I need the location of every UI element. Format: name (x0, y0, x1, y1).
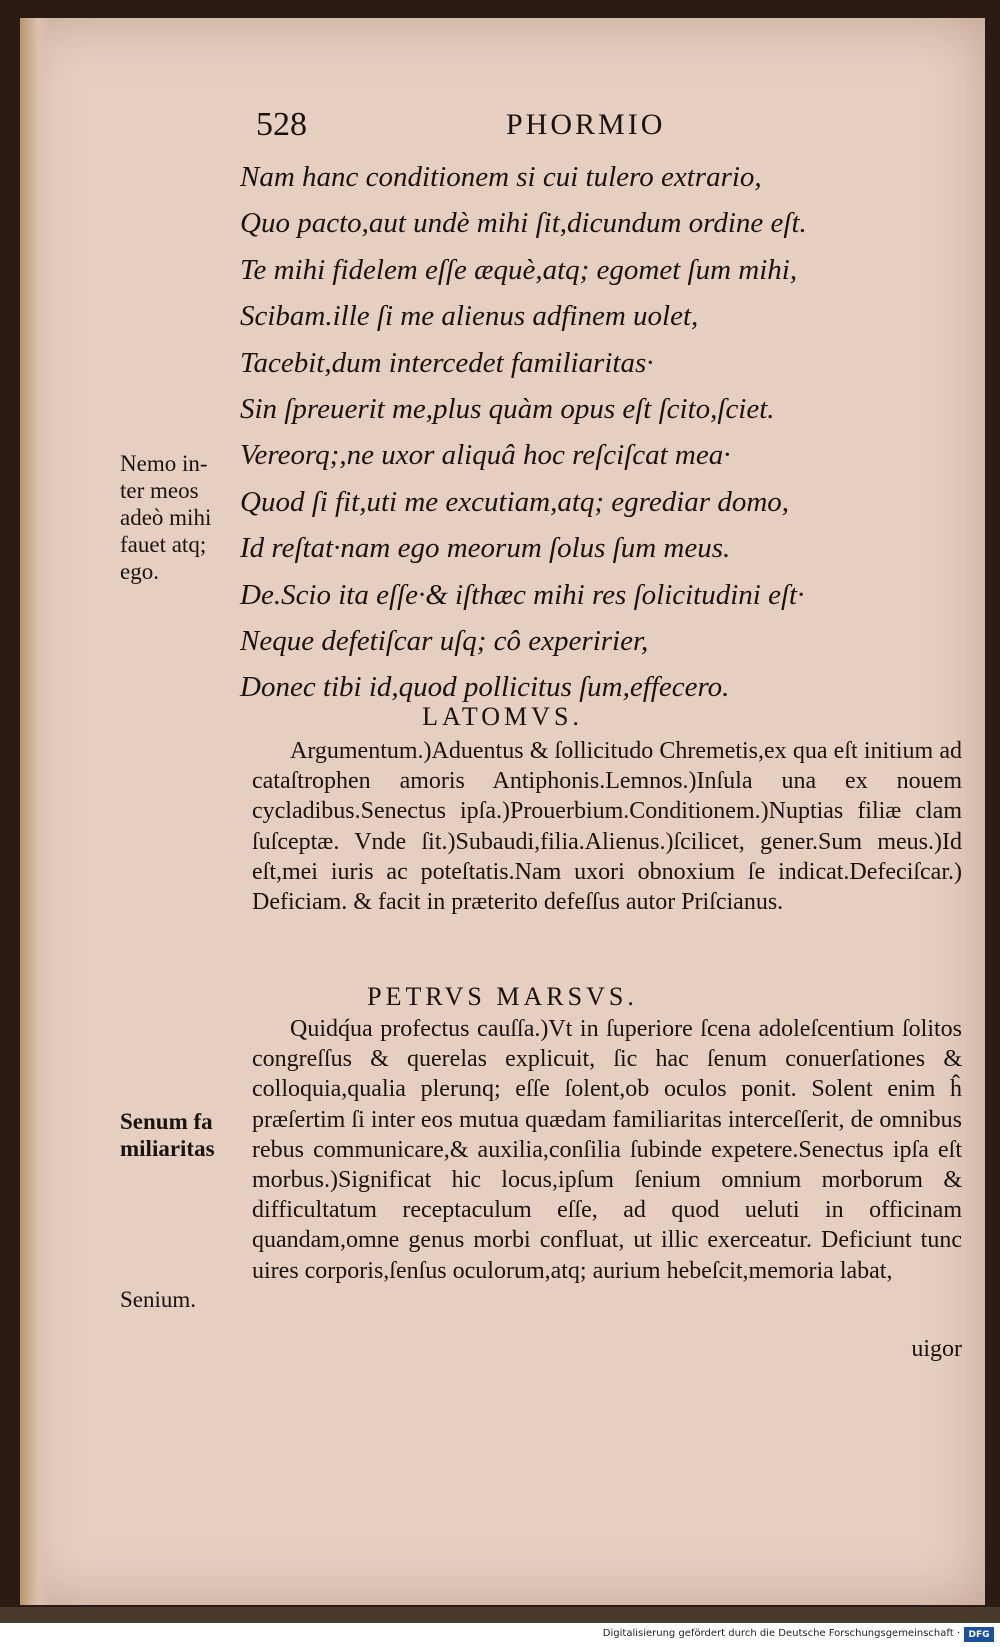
commentary-marsus (252, 1014, 962, 1286)
verse-line: Donec tibi id,quod pollicitus ſum,effecero. (240, 671, 730, 704)
gutter-shadow (20, 18, 50, 1605)
commentary-paragraph: Argumentum.)Aduentus & ſollicitudo Chremetis,ex qua eſt initium ad cataſtrophen amoris Antiphonis.Lemnos.)Inſula una ex nouem cycladibus.Senectus ipſa.)Prouerbium.Conditionem.)Nuptias filiæ clam ſuſceptæ. Vnde ſit.)Subaudi,filia.Alienus.)ſcilicet, gener.Sum meus.)Id eſt,mei iuris ac poteſtatis.Nam uxori obnoxium ſe indicat.Defeciſcar.) Deficiam. & facit in præterito defeſſus autor Priſcianus. (252, 738, 962, 916)
commentary-latomus (252, 736, 962, 917)
verse-line: Vereorq;,ne uxor aliquâ hoc reſciſcat mea· (240, 439, 731, 472)
section-heading-marsus: PETRVS MARSVS. (367, 982, 638, 1011)
marginal-note-senium (120, 1286, 245, 1313)
catchword: uigor (911, 1336, 962, 1362)
running-title: PHORMIO (506, 108, 666, 141)
page-number: 528 (256, 106, 307, 143)
book-bottom-edge (0, 1607, 1000, 1623)
digitization-footer (0, 1623, 1000, 1647)
marginal-line: miliaritas (120, 1136, 215, 1161)
marginal-note-nemo (120, 450, 245, 585)
verse-line: Quo pacto,aut undè mihi ſit,dicundum ordine eſt. (240, 207, 807, 240)
verse-line: Id reſtat·nam ego meorum ſolus ſum meus. (240, 532, 731, 565)
verse-line: Quod ſi fit,uti me excutiam,atq; egrediar domo, (240, 485, 790, 518)
verse-line: Te mihi fidelem eſſe æquè,atq; egomet ſum mihi, (240, 253, 798, 286)
verse-line: Neque defetiſcar uſq; cô experirier, (240, 625, 649, 658)
book-page (20, 18, 985, 1605)
marginal-line: fauet atq; (120, 532, 207, 557)
verse-block (240, 154, 960, 711)
page-header (20, 106, 985, 146)
marginal-line: Nemo in- (120, 451, 208, 476)
section-heading-latomus: LATOMVS. (422, 702, 583, 731)
verse-line: Tacebit,dum intercedet familiaritas· (240, 346, 654, 379)
marginal-line: adeò mihi (120, 505, 212, 530)
verse-line: Sin ſpreuerit me,plus quàm opus eſt ſcito,ſciet. (240, 393, 775, 426)
marginal-line: Senium. (120, 1287, 197, 1312)
verse-line: Scibam.ille ſi me alienus adfinem uolet, (240, 300, 699, 333)
marginal-line: Senum fa (120, 1109, 213, 1134)
marginal-note-senum (120, 1108, 245, 1162)
verse-line: De.Scio ita eſſe·& iſthæc mihi res ſolicitudini eſt· (240, 578, 805, 611)
verse-line: Nam hanc conditionem si cui tulero extrario, (240, 161, 762, 193)
marginal-line: ter meos (120, 478, 199, 503)
commentary-paragraph: Quidq́ua profectus cauſſa.)Vt in ſuperiore ſcena adoleſcentium ſolitos congreſſus & querelas explicuit, ſic hac ſenum conuerſationes & colloquia,qualia plerunq; eſſe ſolent,ob oculos ponit. Solent enim ĥ præſertim ſi inter eos mutua quædam familiaritas interceſſerit, de omnibus rebus communicare,& auxilia,conſilia ſubinde expetere.Senectus ipſa eſt morbus.)Significat hic locus,ipſum ſenium omnium morborum & difficultatum receptaculum eſſe, ad quod ueluti in officinam quandam,omne genus morbi confluat, ut illic exerceatur. Deficiunt tunc uires corporis,ſenſus oculorum,atq; aurium hebeſcit,memoria labat, (252, 1016, 962, 1284)
dfg-logo-icon: DFG (964, 1627, 994, 1642)
marginal-line: ego. (120, 559, 159, 584)
footer-credit: Digitalisierung gefördert durch die Deutsche Forschungsgemeinschaft · (602, 1628, 960, 1639)
